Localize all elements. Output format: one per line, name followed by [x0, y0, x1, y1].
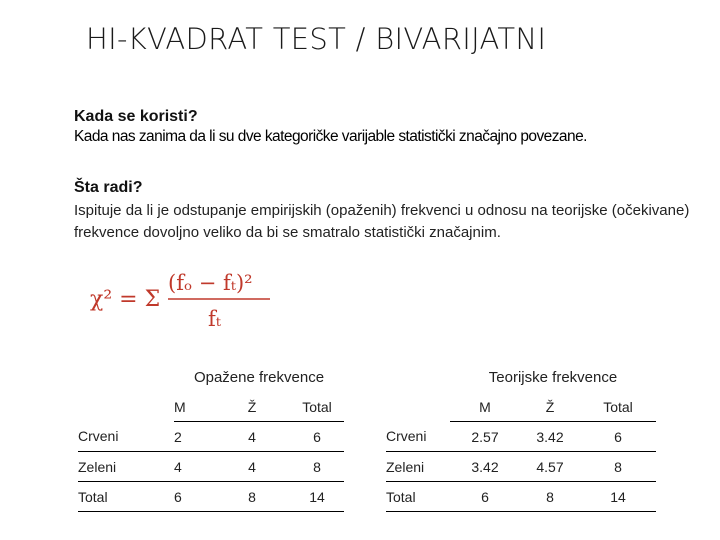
table-cell: 4 — [174, 452, 214, 482]
observed-table — [78, 362, 344, 512]
slide-title: HI-KVADRAT TEST / BIVARIJATNI — [86, 22, 547, 56]
table-cell: 8 — [214, 482, 290, 512]
table-cell: 14 — [290, 482, 344, 512]
observed-col-total: Total — [290, 392, 344, 422]
table-cell: 6 — [290, 422, 344, 452]
table-cell: 2 — [174, 422, 214, 452]
table-row — [78, 422, 344, 452]
table-cell: 6 — [174, 482, 214, 512]
observed-col-z: Ž — [214, 392, 290, 422]
expected-table — [386, 362, 656, 512]
row-label: Total — [78, 482, 174, 512]
table-row — [78, 452, 344, 482]
row-label: Crveni — [386, 422, 450, 452]
table-cell: 4 — [214, 452, 290, 482]
table-cell: 14 — [580, 482, 656, 512]
observed-col-m: M — [174, 392, 214, 422]
row-label: Total — [386, 482, 450, 512]
table-cell: 4 — [214, 422, 290, 452]
table-cell: 8 — [580, 452, 656, 482]
table-row — [386, 452, 656, 482]
expected-title: Teorijske frekvence — [488, 368, 618, 386]
chi-square-formula — [90, 262, 290, 337]
expected-col-m: M — [450, 392, 520, 422]
expected-col-total: Total — [580, 392, 656, 422]
table-cell: 4.57 — [520, 452, 580, 482]
what-heading: Šta radi? — [74, 179, 143, 196]
row-label: Zeleni — [78, 452, 174, 482]
table-cell: 2.57 — [450, 422, 520, 452]
table-row — [386, 482, 656, 512]
table-row — [78, 482, 344, 512]
what-body: Ispituje da li je odstupanje empirijskih (opaženih) frekvenci u odnosu na teorijske (očekivane) frekvence dovoljno veliko da bi se smatralo statistički značajnim. — [74, 202, 690, 241]
table-row — [386, 422, 656, 452]
when-heading: Kada se koristi? — [74, 108, 198, 125]
expected-col-z: Ž — [520, 392, 580, 422]
table-cell: 6 — [450, 482, 520, 512]
table-cell: 3.42 — [450, 452, 520, 482]
row-label: Crveni — [78, 422, 174, 452]
observed-title: Opažene frekvence — [193, 368, 325, 386]
formula-lhs: χ² = Σ — [90, 287, 161, 312]
table-cell: 3.42 — [520, 422, 580, 452]
when-body: Kada nas zanima da li su dve kategoričke varijable statistički značajno povezane. — [74, 128, 587, 145]
row-label: Zeleni — [386, 452, 450, 482]
formula-numerator: (fₒ − fₜ)² — [168, 271, 253, 295]
table-cell: 8 — [290, 452, 344, 482]
formula-denominator: fₜ — [208, 307, 221, 331]
table-cell: 8 — [520, 482, 580, 512]
table-cell: 6 — [580, 422, 656, 452]
